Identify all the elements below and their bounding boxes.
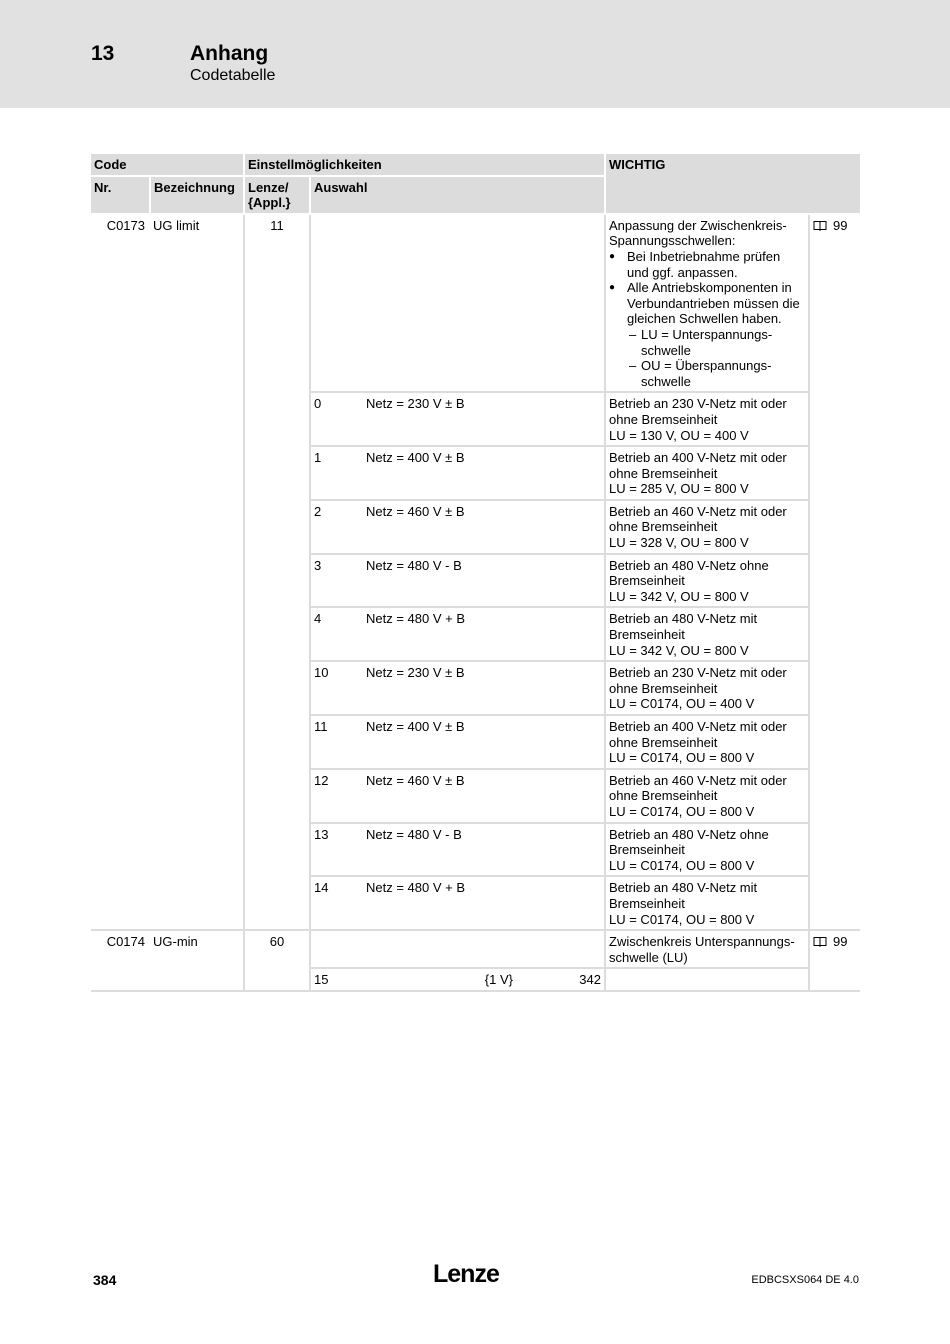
table-row: 0 Netz = 230 V ± B Betrieb an 230 V-Netz mit oder ohne Bremseinheit LU = 130 V, OU = 400 V [91, 392, 860, 446]
page-number: 384 [93, 1272, 117, 1288]
head-important: WICHTIG [605, 154, 860, 214]
book-icon [813, 936, 827, 947]
chapter-subtitle: Codetabelle [190, 67, 276, 84]
table-row: 13 Netz = 480 V - B Betrieb an 480 V-Netz ohne Bremseinheit LU = C0174, OU = 800 V [91, 823, 860, 877]
table-row: 1 Netz = 400 V ± B Betrieb an 400 V-Netz mit oder ohne Bremseinheit LU = 285 V, OU = 800 V [91, 446, 860, 500]
important-c0173: Anpassung der Zwischenkreis-Spannungsschwellen: ● Bei Inbetriebnahme prüfen und ggf. anpassen. ● Alle Antriebskomponenten in Verbundantrieben müssen die gleichen Schwellen haben. – LU = Unterspannungs- schwelle – OU = Überspannungs- schwelle [605, 214, 809, 393]
ref-c0174: 99 [809, 930, 860, 991]
chapter-number: 13 [91, 42, 115, 65]
code-table [91, 154, 860, 992]
lenze-logo: Lenze [433, 1260, 499, 1288]
table-row: 4 Netz = 480 V + B Betrieb an 480 V-Netz mit Bremseinheit LU = 342 V, OU = 800 V [91, 607, 860, 661]
header-band [0, 0, 950, 108]
list-item: – LU = Unterspannungs- schwelle [641, 327, 805, 358]
table-row: 10 Netz = 230 V ± B Betrieb an 230 V-Netz mit oder ohne Bremseinheit LU = C0174, OU = 400 V [91, 661, 860, 715]
code-nr-c0174: C0174 [91, 930, 150, 991]
head-nr: Nr. [91, 176, 150, 214]
table-row [91, 214, 860, 393]
code-nr-c0173: C0173 [91, 214, 150, 930]
book-icon [813, 220, 827, 231]
code-name-c0174: UG-min [150, 930, 244, 991]
code-lenze-c0174: 60 [244, 930, 310, 991]
head-lenze: Lenze/ {Appl.} [244, 176, 310, 214]
list-item: – OU = Überspannungs- schwelle [641, 358, 805, 389]
code-lenze-c0173: 11 [244, 214, 310, 930]
ref-c0173: 99 [809, 214, 860, 930]
code-name-c0173: UG limit [150, 214, 244, 930]
table-row: 2 Netz = 460 V ± B Betrieb an 460 V-Netz mit oder ohne Bremseinheit LU = 328 V, OU = 800 V [91, 500, 860, 554]
head-name: Bezeichnung [150, 176, 244, 214]
chapter-title: Anhang [190, 42, 269, 65]
important-c0174: Zwischenkreis Unterspannungs- schwelle (LU) [605, 930, 809, 968]
table-row: 14 Netz = 480 V + B Betrieb an 480 V-Netz mit Bremseinheit LU = C0174, OU = 800 V [91, 876, 860, 930]
table-row: 3 Netz = 480 V - B Betrieb an 480 V-Netz ohne Bremseinheit LU = 342 V, OU = 800 V [91, 554, 860, 608]
table-row: 12 Netz = 460 V ± B Betrieb an 460 V-Netz mit oder ohne Bremseinheit LU = C0174, OU = 800 V [91, 769, 860, 823]
head-code: Code [91, 154, 244, 176]
list-item: ● Bei Inbetriebnahme prüfen und ggf. anpassen. [627, 249, 805, 280]
document-id: EDBCSXS064 DE 4.0 [751, 1274, 859, 1286]
table-row [91, 930, 860, 968]
list-item: ● Alle Antriebskomponenten in Verbundantrieben müssen die gleichen Schwellen haben. [627, 280, 805, 327]
head-selection: Auswahl [310, 176, 605, 214]
head-settings: Einstellmöglichkeiten [244, 154, 605, 176]
range-c0174: 15 {1 V} 342 [310, 968, 605, 991]
table-row: 11 Netz = 400 V ± B Betrieb an 400 V-Netz mit oder ohne Bremseinheit LU = C0174, OU = 800 V [91, 715, 860, 769]
